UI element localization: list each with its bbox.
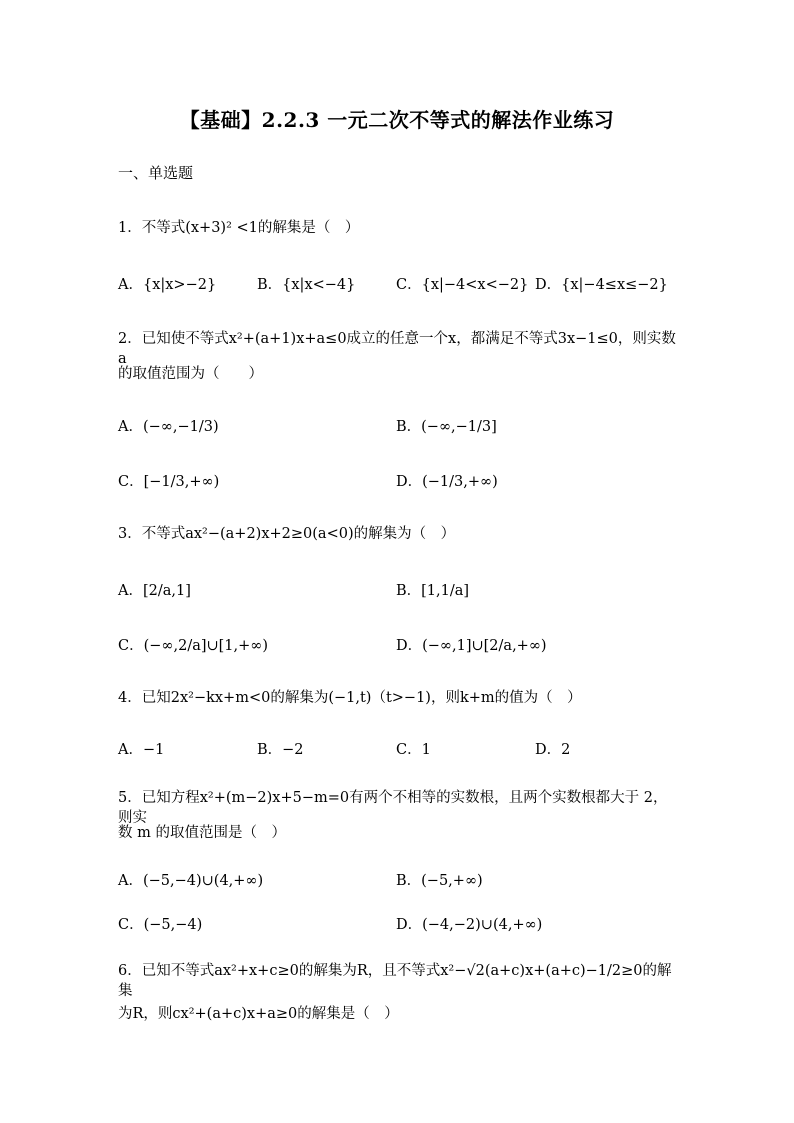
q4-option-a: A．−1	[118, 742, 165, 758]
q4-option-c: C．1	[396, 742, 431, 758]
q2-option-b: B．(−∞,−1/3]	[396, 419, 497, 435]
q5-option-c: C．(−5,−4)	[118, 917, 203, 933]
question-3: 3．不等式ax²−(a+2)x+2≥0(a<0)的解集为（ ）	[118, 526, 456, 542]
q4-option-b: B．−2	[257, 742, 304, 758]
question-2-line-2: 的取值范围为（ ）	[118, 366, 263, 382]
q5-option-d: D．(−4,−2)∪(4,+∞)	[396, 917, 543, 933]
q5-option-b: B．(−5,+∞)	[396, 873, 483, 889]
q3-option-b: B．[1,1/a]	[396, 583, 470, 599]
question-5: 5．已知方程x²+(m−2)x+5−m=0有两个不相等的实数根，且两个实数根都大于 2，则实	[118, 790, 668, 826]
question-5-line-2: 数 m 的取值范围是（ ）	[118, 825, 286, 841]
question-6: 6．已知不等式ax²+x+c≥0的解集为R，且不等式x²−√2(a+c)x+(a+c)−1/2≥0的解集	[118, 963, 672, 999]
q3-option-d: D．(−∞,1]∪[2/a,+∞)	[396, 638, 547, 654]
q3-option-c: C．(−∞,2/a]∪[1,+∞)	[118, 638, 269, 654]
section-heading: 一、单选题	[118, 164, 194, 182]
q2-option-a: A．(−∞,−1/3)	[118, 419, 219, 435]
question-4: 4．已知2x²−kx+m<0的解集为(−1,t)（t>−1)，则k+m的值为（ ）	[118, 690, 582, 706]
q2-option-d: D．(−1/3,+∞)	[396, 474, 498, 490]
q1-option-a: A．{x|x>−2}	[118, 277, 217, 293]
q2-option-c: C．[−1/3,+∞)	[118, 474, 220, 490]
question-2: 2．已知使不等式x²+(a+1)x+a≤0成立的任意一个x，都满足不等式3x−1≤0，则实数a	[118, 331, 676, 367]
q5-option-a: A．(−5,−4)∪(4,+∞)	[118, 873, 264, 889]
question-1: 1．不等式(x+3)² <1的解集是（ ）	[118, 220, 360, 236]
document-title: 【基础】2.2.3 一元二次不等式的解法作业练习	[179, 108, 615, 132]
q4-option-d: D．2	[535, 742, 571, 758]
q1-option-d: D．{x|−4≤x≤−2}	[535, 277, 668, 293]
q1-option-b: B．{x|x<−4}	[257, 277, 356, 293]
q1-option-c: C．{x|−4<x<−2}	[396, 277, 529, 293]
question-6-line-2: 为R，则cx²+(a+c)x+a≥0的解集是（ ）	[118, 1006, 399, 1022]
q3-option-a: A．[2/a,1]	[118, 583, 191, 599]
